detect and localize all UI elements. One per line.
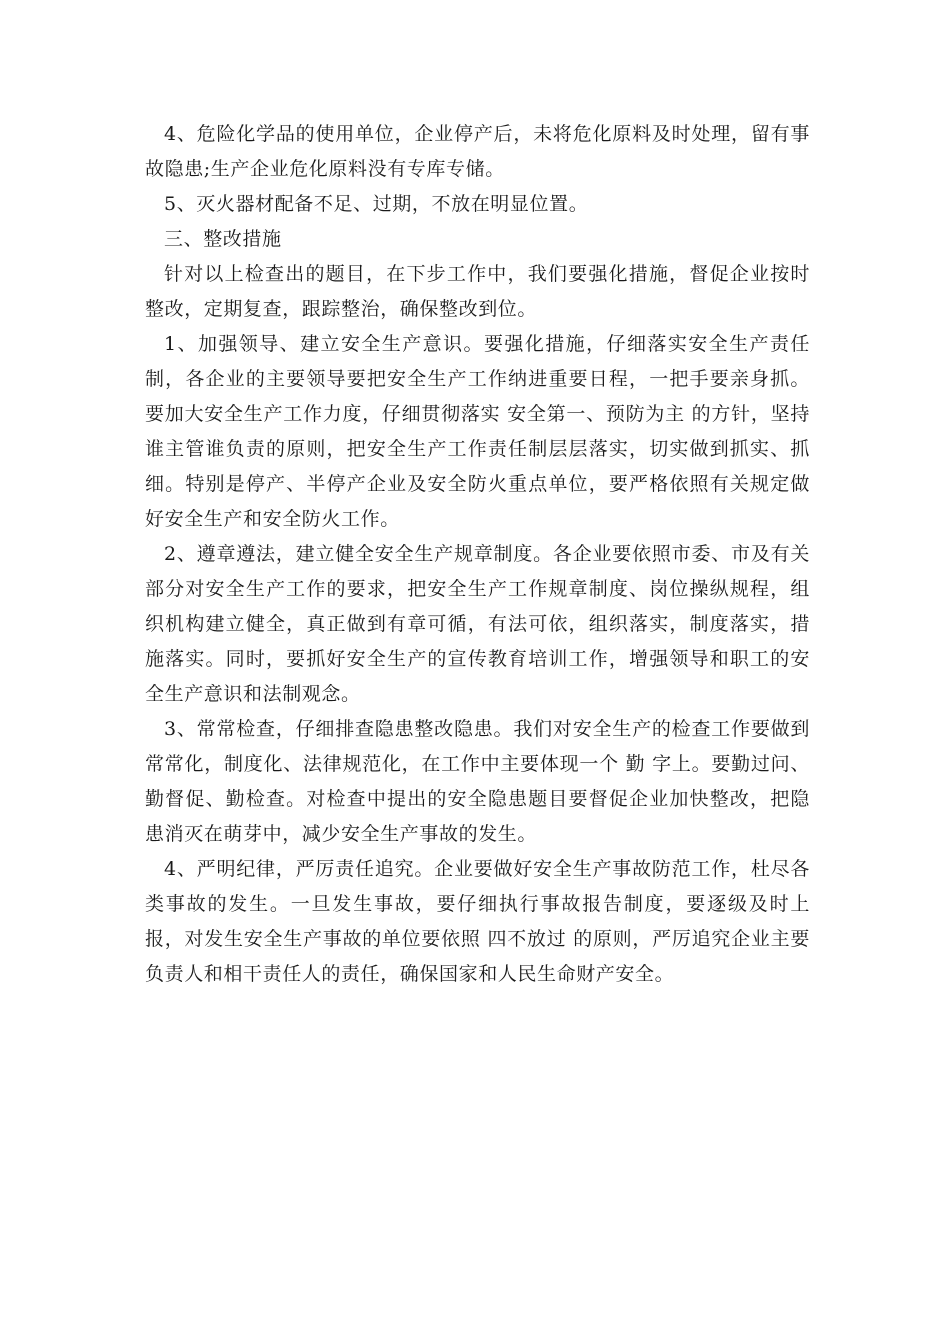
- paragraph-intro-measures: 针对以上检查出的题目，在下步工作中，我们要强化措施，督促企业按时整改，定期复查，跟踪整治，确保整改到位。: [145, 263, 810, 320]
- section-heading-rectification: 三、整改措施: [164, 228, 282, 250]
- paragraph-measure-1: 1、加强领导、建立安全生产意识。要强化措施，仔细落实安全生产责任制，各企业的主要领导要把安全生产工作纳进重要日程，一把手要亲身抓。要加大安全生产工作力度，仔细贯彻落实 安全第一、预防为主 的方针，坚持谁主管谁负责的原则，把安全生产工作责任制层层落实，切实做到抓实、抓细。特别是停产、半停产企业及安全防火重点单位，要严格依照有关规定做好安全生产和安全防火工作。: [145, 333, 810, 530]
- paragraph-measure-4: 4、严明纪律，严厉责任追究。企业要做好安全生产事故防范工作，杜尽各类事故的发生。一旦发生事故，要仔细执行事故报告制度，要逐级及时上报，对发生安全生产事故的单位要依照 四不放过 的原则，严厉追究企业主要负责人和相干责任人的责任，确保国家和人民生命财产安全。: [145, 858, 810, 985]
- paragraph-fire-equipment: 5、灭火器材配备不足、过期，不放在明显位置。: [164, 193, 589, 215]
- paragraph-measure-2: 2、遵章遵法，建立健全安全生产规章制度。各企业要依照市委、市及有关部分对安全生产工作的要求，把安全生产工作规章制度、岗位操纵规程，组织机构建立健全，真正做到有章可循，有法可依，组织落实，制度落实，措施落实。同时，要抓好安全生产的宣传教育培训工作，增强领导和职工的安全生产意识和法制观念。: [145, 543, 810, 705]
- document-body: [145, 117, 810, 992]
- paragraph-hazardous-chemicals: 4、危险化学品的使用单位，企业停产后，未将危化原料及时处理，留有事故隐患;生产企业危化原料没有专库专储。: [145, 123, 810, 180]
- paragraph-measure-3: 3、常常检查，仔细排查隐患整改隐患。我们对安全生产的检查工作要做到常常化，制度化、法律规范化，在工作中主要体现一个 勤 字上。要勤过问、勤督促、勤检查。对检查中提出的安全隐患题目要督促企业加快整改，把隐患消灭在萌芽中，减少安全生产事故的发生。: [145, 718, 810, 845]
